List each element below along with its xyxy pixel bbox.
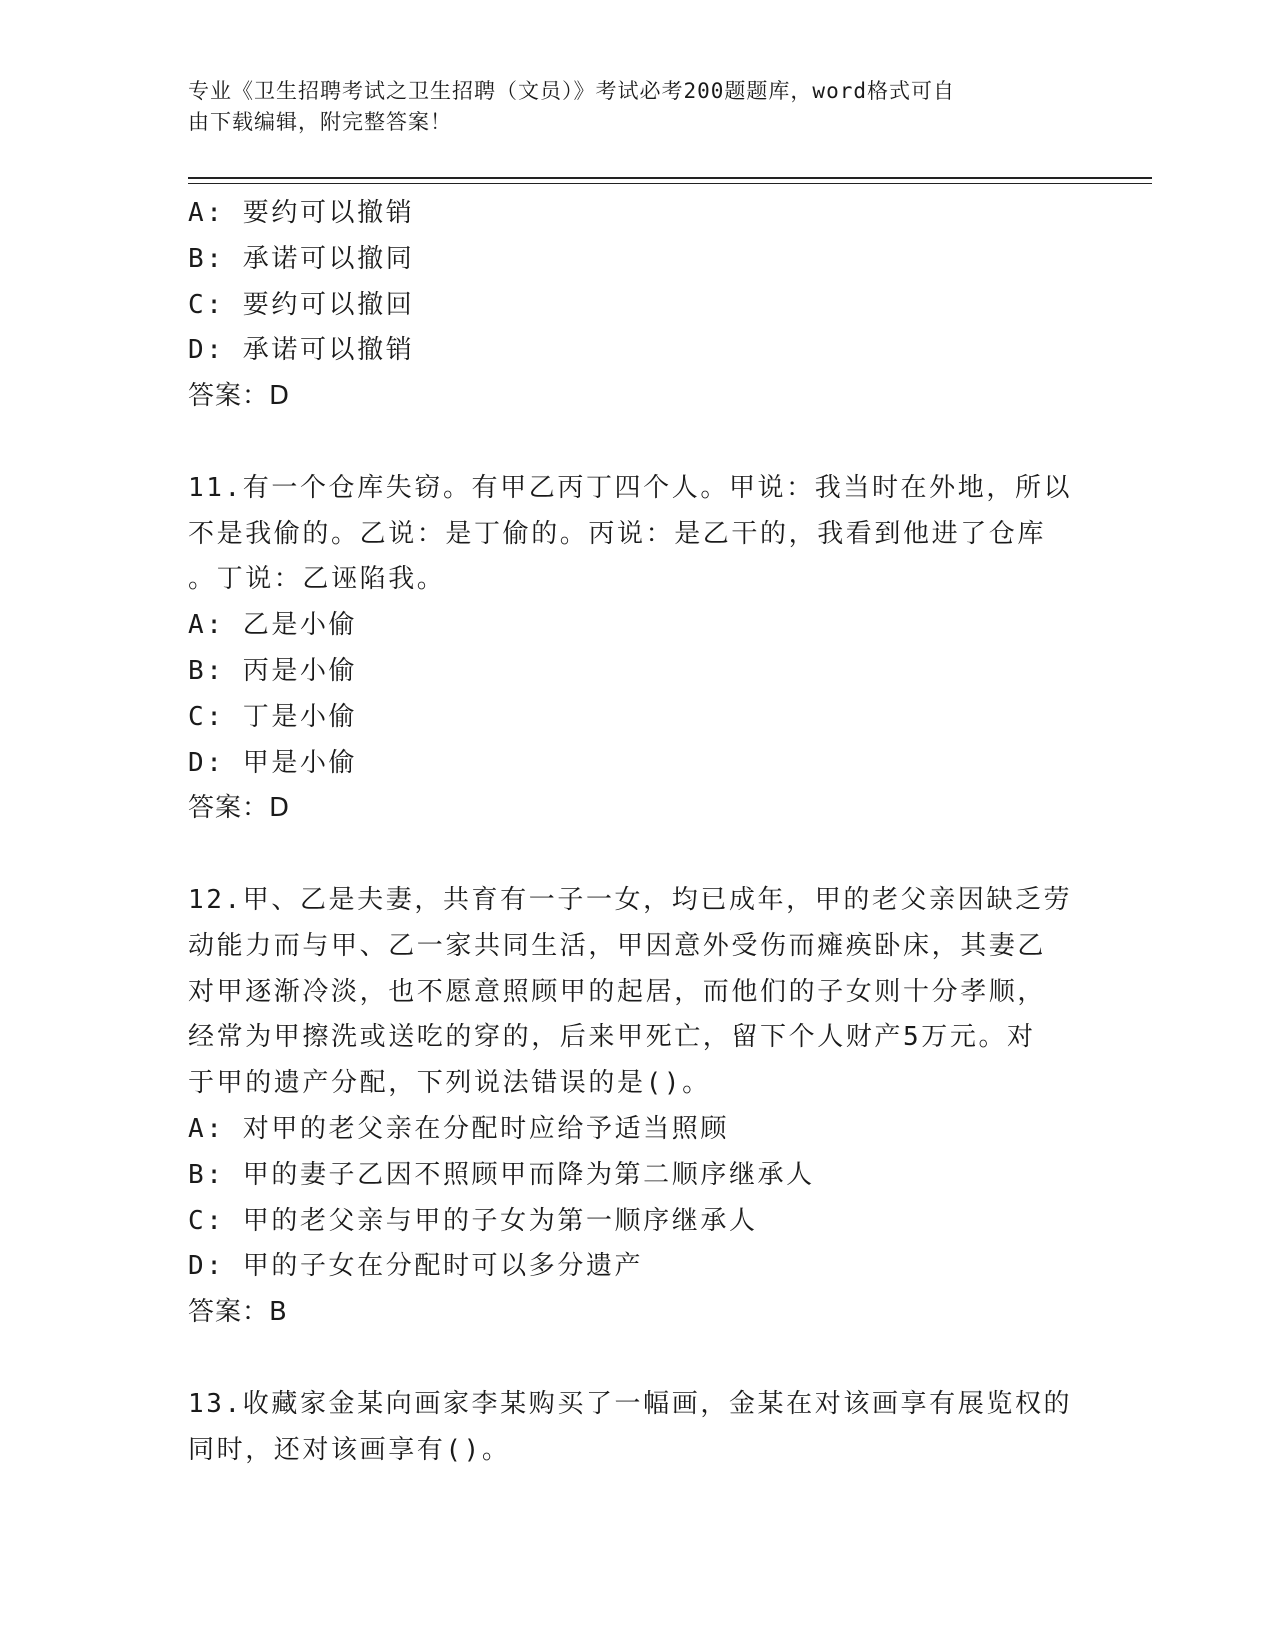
- question-11: [188, 466, 1088, 832]
- question-text-line: 经常为甲擦洗或送吃的穿的，后来甲死亡，留下个人财产5万元。对: [188, 1022, 1036, 1053]
- header-divider-thick: [188, 177, 1152, 179]
- option-d: D: 甲的子女在分配时可以多分遗产: [188, 1251, 644, 1282]
- document-header: [188, 76, 1068, 138]
- option-a: A: 乙是小偷: [188, 610, 358, 641]
- question-text-line: 11.有一个仓库失窃。有甲乙丙丁四个人。甲说：我当时在外地，所以: [188, 472, 1073, 503]
- question-text-line: 。丁说：乙诬陷我。: [188, 564, 446, 595]
- question-spacer: [188, 1336, 1088, 1382]
- question-text-line: 13.收藏家金某向画家李某购买了一幅画，金某在对该画享有展览权的: [188, 1388, 1073, 1419]
- option-b: B: 丙是小偷: [188, 655, 358, 686]
- question-content: [188, 191, 1088, 1473]
- question-12: [188, 878, 1088, 1336]
- option-c: C: 要约可以撤回: [188, 289, 415, 320]
- question-text-line: 12.甲、乙是夫妻，共育有一子一女，均已成年，甲的老父亲因缺乏劳: [188, 884, 1073, 915]
- header-divider-thin: [188, 183, 1152, 184]
- option-c: C: 丁是小偷: [188, 701, 358, 732]
- question-text-line: 动能力而与甲、乙一家共同生活，甲因意外受伤而瘫痪卧床，其妻乙: [188, 930, 1047, 961]
- answer: 答案：D: [188, 793, 291, 824]
- question-spacer: [188, 420, 1088, 466]
- option-b: B: 甲的妻子乙因不照顾甲而降为第二顺序继承人: [188, 1159, 815, 1190]
- option-d: D: 甲是小偷: [188, 747, 358, 778]
- option-c: C: 甲的老父亲与甲的子女为第一顺序继承人: [188, 1205, 758, 1236]
- header-line-1: 专业《卫生招聘考试之卫生招聘（文员）》考试必考200题题库，word格式可自: [188, 79, 955, 103]
- answer: 答案：D: [188, 381, 291, 412]
- option-a: A: 要约可以撤销: [188, 198, 415, 228]
- option-a: A: 对甲的老父亲在分配时应给予适当照顾: [188, 1113, 729, 1144]
- question-text-line: 同时，还对该画享有()。: [188, 1434, 511, 1465]
- question-spacer: [188, 832, 1088, 878]
- question-10: [188, 191, 1088, 420]
- question-13: [188, 1382, 1088, 1474]
- question-text-line: 不是我偷的。乙说：是丁偷的。丙说：是乙干的，我看到他进了仓库: [188, 518, 1047, 549]
- header-line-2: 由下载编辑，附完整答案！: [188, 110, 452, 134]
- question-text-line: 对甲逐渐冷淡，也不愿意照顾甲的起居，而他们的子女则十分孝顺，: [188, 976, 1047, 1007]
- answer: 答案：B: [188, 1297, 288, 1328]
- question-text-line: 于甲的遗产分配，下列说法错误的是()。: [188, 1068, 711, 1099]
- option-d: D: 承诺可以撤销: [188, 335, 415, 366]
- option-b: B: 承诺可以撤同: [188, 243, 415, 274]
